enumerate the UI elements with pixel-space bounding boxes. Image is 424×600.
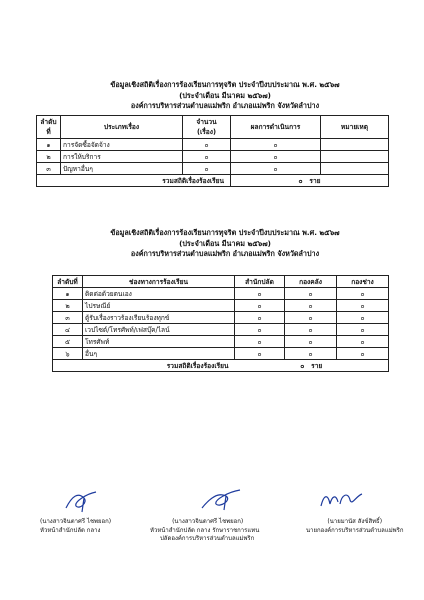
row-engineering: ๐ (337, 348, 389, 360)
signature-mark-1 (62, 488, 102, 514)
report1-header (60, 80, 390, 112)
row-result: ๐ (231, 151, 321, 163)
signer-name: (นางสาวจินดาศรี ไชพยอก) (172, 518, 244, 525)
table-row (53, 312, 389, 324)
row-result: ๐ (231, 163, 321, 175)
signer-position: หัวหน้าสำนักปลัด กลาง รักษาราชการแทน (150, 526, 260, 534)
col-subject-header: ประเภทเรื่อง (61, 116, 183, 139)
table-row (37, 163, 389, 175)
report1-header-row (37, 116, 389, 139)
summary-row (37, 175, 389, 187)
summary-unit: ราย (311, 361, 323, 370)
summary-total (235, 360, 389, 372)
col-count-header: จำนวน (เรื่อง) (183, 116, 231, 139)
row-channel: ติดต่อด้วยตนเอง (83, 288, 235, 300)
row-engineering: ๐ (337, 300, 389, 312)
summary-value: ๐ (298, 176, 303, 185)
row-count: ๐ (183, 151, 231, 163)
row-channel: โทรศัพท์ (83, 336, 235, 348)
report2-title: ข้อมูลเชิงสถิติเรื่องการร้องเรียนการทุจริต ประจำปีงบประมาณ พ.ศ. ๒๕๖๗ (110, 228, 340, 237)
signature-block-1 (40, 518, 111, 535)
row-finance: ๐ (285, 348, 337, 360)
row-subject: การจัดซื้อจัดจ้าง (61, 139, 183, 151)
row-no: ๒ (53, 300, 83, 312)
table-row (53, 324, 389, 336)
row-finance: ๐ (285, 312, 337, 324)
report2-header (60, 228, 390, 260)
row-office: ๐ (235, 348, 285, 360)
signature-mark-2 (198, 486, 244, 512)
row-channel: ไปรษณีย์ (83, 300, 235, 312)
summary-value: ๐ (300, 361, 305, 370)
col-no-header: ลำดับที่ (53, 276, 83, 288)
table-row (53, 300, 389, 312)
col-finance-header: กองคลัง (285, 276, 337, 288)
row-no: ๓ (37, 163, 61, 175)
row-remark (321, 139, 389, 151)
row-office: ๐ (235, 324, 285, 336)
row-no: ๓ (53, 312, 83, 324)
summary-unit: ราย (309, 176, 321, 185)
signer-position-2: ปลัดองค์การบริหารส่วนตำบลแม่พริก (160, 535, 255, 542)
row-engineering: ๐ (337, 336, 389, 348)
row-engineering: ๐ (337, 288, 389, 300)
signer-name: (นายมานัส สังข์สิทธิ์) (327, 518, 383, 525)
row-no: ๔ (53, 324, 83, 336)
report2-header-row (53, 276, 389, 288)
col-channel-header: ช่องทางการร้องเรียน (83, 276, 235, 288)
row-channel: ตู้รับเรื่องราวร้องเรียนร้องทุกข์ (83, 312, 235, 324)
row-office: ๐ (235, 336, 285, 348)
table-row (37, 151, 389, 163)
row-engineering: ๐ (337, 324, 389, 336)
row-office: ๐ (235, 288, 285, 300)
report1-period: (ประจำเดือน มีนาคม ๒๕๖๗) (179, 90, 271, 100)
row-office: ๐ (235, 300, 285, 312)
summary-label: รวมสถิติเรื่องร้องเรียน (37, 175, 231, 187)
signer-position: นายกองค์การบริหารส่วนตำบลแม่พริก (306, 526, 404, 534)
table-row (37, 139, 389, 151)
report2-table (52, 275, 389, 372)
row-finance: ๐ (285, 324, 337, 336)
row-result: ๐ (231, 139, 321, 151)
summary-total (231, 175, 389, 187)
col-remark-header: หมายเหตุ (321, 116, 389, 139)
col-engineering-header: กองช่าง (337, 276, 389, 288)
table-row (53, 348, 389, 360)
summary-label: รวมสถิติเรื่องร้องเรียน (53, 360, 235, 372)
row-no: ๕ (53, 336, 83, 348)
row-channel: อื่นๆ (83, 348, 235, 360)
signer-name: (นางสาวจินตาศรี ไชพยอก) (40, 518, 112, 525)
report2-organization: องค์การบริหารส่วนตำบลแม่พริก อำเภอแม่พริก จังหวัดลำปาง (130, 249, 320, 258)
row-no: ๖ (53, 348, 83, 360)
row-channel: เวปไซต์/โทรศัพท์/เฟสบุ๊ค/ไลน์ (83, 324, 235, 336)
row-count: ๐ (183, 163, 231, 175)
signer-position: หัวหน้าสำนักปลัด กลาง (40, 526, 101, 534)
row-engineering: ๐ (337, 312, 389, 324)
row-subject: การให้บริการ (61, 151, 183, 163)
row-no: ๑ (37, 139, 61, 151)
report1-organization: องค์การบริหารส่วนตำบลแม่พริก อำเภอแม่พริก จังหวัดลำปาง (130, 101, 320, 110)
report2-period: (ประจำเดือน มีนาคม ๒๕๖๗) (179, 238, 271, 248)
report1-title: ข้อมูลเชิงสถิติเรื่องการร้องเรียนการทุจริต ประจำปีงบประมาณ พ.ศ. ๒๕๖๗ (110, 80, 340, 89)
signature-block-2 (150, 518, 259, 544)
signature-block-3 (306, 518, 404, 535)
signature-mark-3 (318, 488, 366, 512)
row-remark (321, 163, 389, 175)
row-no: ๒ (37, 151, 61, 163)
row-subject: ปัญหาอื่นๆ (61, 163, 183, 175)
row-remark (321, 151, 389, 163)
col-result-header: ผลการดำเนินการ (231, 116, 321, 139)
row-no: ๑ (53, 288, 83, 300)
row-office: ๐ (235, 312, 285, 324)
row-finance: ๐ (285, 300, 337, 312)
col-office-header: สำนักปลัด (235, 276, 285, 288)
row-count: ๐ (183, 139, 231, 151)
table-row (53, 336, 389, 348)
col-no-header: ลำดับ ที่ (37, 116, 61, 139)
table-row (53, 288, 389, 300)
report1-table (36, 115, 389, 187)
summary-row (53, 360, 389, 372)
row-finance: ๐ (285, 288, 337, 300)
row-finance: ๐ (285, 336, 337, 348)
